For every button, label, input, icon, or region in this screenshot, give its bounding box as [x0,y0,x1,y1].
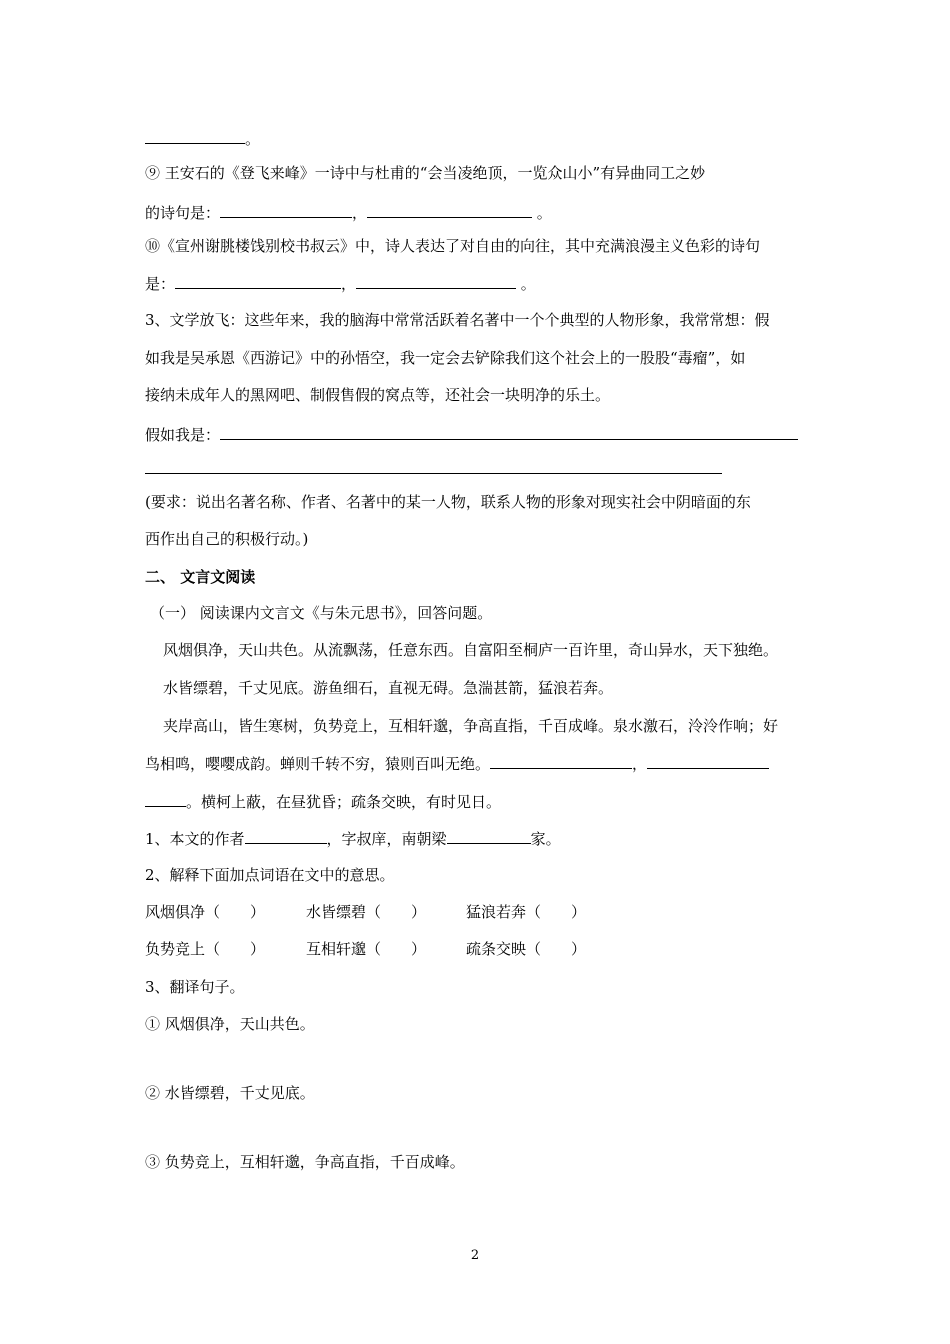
answer-blank[interactable] [220,202,352,218]
line-text: 鸟相鸣，嘤嘤成韵。蝉则千转不穷，猿则百叫无绝。 [145,755,491,773]
passage-line-4 [145,753,769,774]
answer-blank[interactable] [145,791,186,807]
vocab-item: 猛浪若奔（ ） [466,903,587,921]
answer-blank[interactable] [647,753,769,769]
answer-blank[interactable] [145,458,722,474]
answer-blank[interactable] [145,128,245,144]
question-9-answer-line [145,202,552,223]
line-text: ， [352,204,368,222]
question-9: ⑨ 王安石的《登飞来峰》一诗中与杜甫的“会当凌绝顶，一览众山小”有异曲同工之妙 [145,164,706,182]
line-text: 。 [245,130,261,148]
line-text: 。 [532,204,552,222]
subsection-heading: （一） 阅读课内文言文《与朱元思书》，回答问题。 [150,604,493,622]
question-3-answer-line-1 [145,424,798,445]
vocab-item: 水皆缥碧（ ） [306,903,427,921]
question-3-line-2: 如我是吴承恩《西游记》中的孙悟空，我一定会去铲除我们这个社会上的一股股“毒瘤”，如 [145,349,746,367]
requirement-line-2: 西作出自己的积极行动。) [145,530,309,548]
answer-blank[interactable] [447,828,531,844]
line-text: 家。 [530,830,561,848]
question-2: 2、解释下面加点词语在文中的意思。 [145,866,395,884]
section-heading: 二、 文言文阅读 [145,568,256,586]
passage-line-5 [145,791,501,812]
line-1 [145,128,260,149]
line-text: 是： [145,275,176,293]
passage-line-2: 水皆缥碧，千丈见底。游鱼细石，直视无碍。急湍甚箭，猛浪若奔。 [163,679,614,697]
vocab-item: 互相轩邈（ ） [306,940,427,958]
translate-sentence-2: ② 水皆缥碧，千丈见底。 [145,1084,315,1102]
answer-blank[interactable] [175,273,341,289]
question-3-translate: 3、翻译句子。 [145,978,245,996]
translate-sentence-1: ① 风烟俱净，天山共色。 [145,1015,315,1033]
answer-blank[interactable] [356,273,516,289]
answer-blank[interactable] [490,753,632,769]
line-text: 的诗句是： [145,204,221,222]
passage-line-3: 夹岸高山，皆生寒树，负势竞上，互相轩邈，争高直指，千百成峰。泉水激石，泠泠作响；好 [163,717,779,735]
line-text: 1、本文的作者 [145,830,245,848]
line-text: 假如我是： [145,426,221,444]
line-text: ， [632,755,648,773]
translate-sentence-3: ③ 负势竞上，互相轩邈，争高直指，千百成峰。 [145,1153,465,1171]
line-text: 。横柯上蔽，在昼犹昏；疏条交映，有时见日。 [186,793,502,811]
vocab-item: 风烟俱净（ ） [145,903,266,921]
question-3-line-1: 3、文学放飞：这些年来，我的脑海中常常活跃着名著中一个个典型的人物形象，我常常想：假 [145,311,770,329]
passage-line-1: 风烟俱净，天山共色。从流飘荡，任意东西。自富阳至桐庐一百许里，奇山异水，天下独绝。 [163,641,779,659]
line-text: 。 [516,275,536,293]
question-3-line-3: 接纳未成年人的黑网吧、制假售假的窝点等，还社会一块明净的乐土。 [145,386,611,404]
question-10: ⑩《宣州谢朓楼饯别校书叔云》中，诗人表达了对自由的向往，其中充满浪漫主义色彩的诗句 [145,237,761,255]
answer-blank[interactable] [367,202,532,218]
line-text: ， [341,275,357,293]
question-1 [145,828,561,849]
vocab-item: 负势竞上（ ） [145,940,266,958]
answer-blank[interactable] [245,828,327,844]
question-10-answer-line [145,273,536,294]
line-text: ，字叔庠，南朝梁 [326,830,447,848]
page-number: 2 [470,1248,480,1263]
question-3-answer-line-2 [145,458,722,479]
vocab-item: 疏条交映（ ） [466,940,587,958]
requirement-line-1: (要求：说出名著名称、作者、名著中的某一人物，联系人物的形象对现实社会中阴暗面的东 [145,493,751,511]
answer-blank[interactable] [220,424,798,440]
